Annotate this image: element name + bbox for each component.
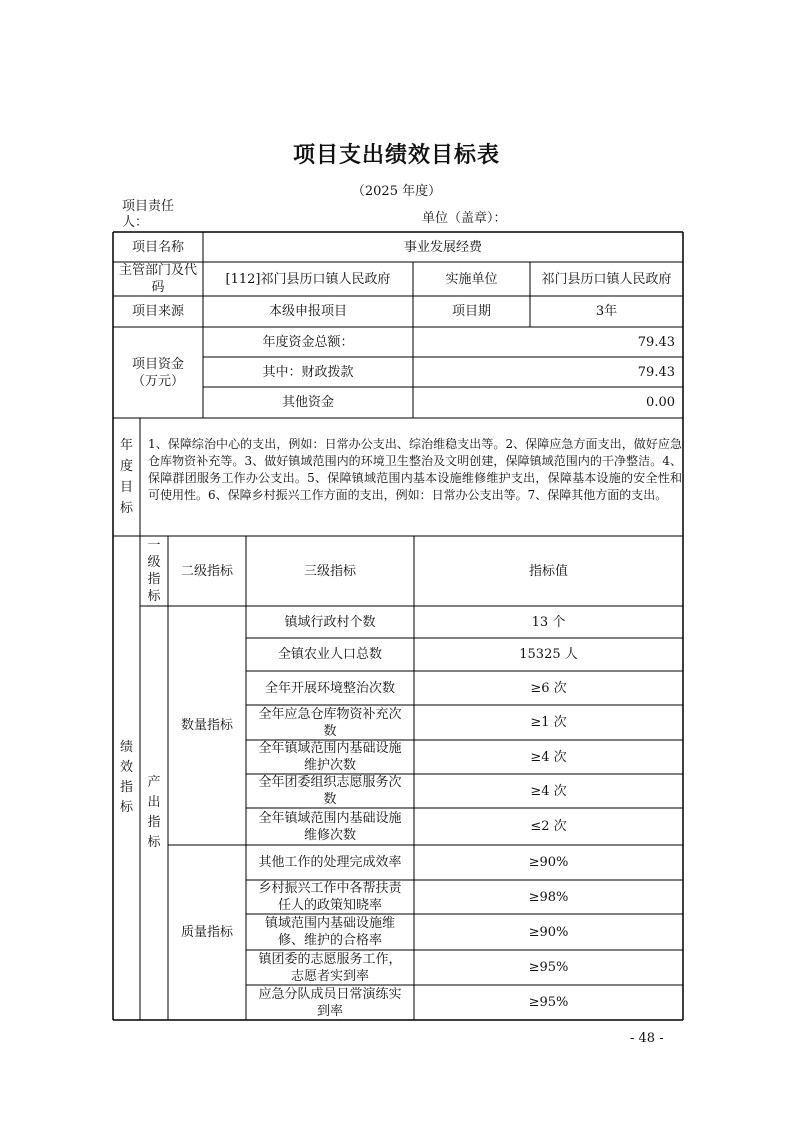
output-indicator-label: 产出指标 xyxy=(147,775,161,850)
indicator-name: 镇域行政村个数 xyxy=(284,614,376,630)
indicator-value: 15325 人 xyxy=(519,647,578,662)
indicator-name: 全年团委组织志愿服务次数 xyxy=(258,775,402,807)
indicator-value: 13 个 xyxy=(531,614,566,630)
page-title: 项目支出绩效目标表 xyxy=(292,143,500,168)
implementing-unit-label: 实施单位 xyxy=(445,271,498,287)
department-value: [112]祁门县历口镇人民政府 xyxy=(225,271,391,287)
indicator-name: 全年镇域范围内基础设施维护次数 xyxy=(258,741,402,773)
indicator-name: 镇域范围内基础设施维修、维护的合格率 xyxy=(264,916,395,948)
indicator-name: 镇团委的志愿服务工作，志愿者实到率 xyxy=(258,951,402,984)
project-source-value: 本级申报项目 xyxy=(268,304,347,319)
indicator-name: 全镇农业人口总数 xyxy=(277,647,382,662)
project-owner-label: 项目责任人： xyxy=(122,199,175,230)
unit-seal-label: 单位（盖章）： xyxy=(422,211,507,226)
indicator-value: ≥95% xyxy=(528,960,569,975)
indicator-value: ≥98% xyxy=(528,889,569,905)
level3-indicator-header: 三级指标 xyxy=(303,563,356,579)
fiscal-funds-value: 79.43 xyxy=(637,364,675,380)
indicator-value: ≥95% xyxy=(528,995,569,1010)
indicator-value: ≥90% xyxy=(528,855,569,870)
total-funds-label: 年度资金总额： xyxy=(262,334,354,350)
indicator-value: ≥6 次 xyxy=(530,680,567,696)
indicator-value: ≥4 次 xyxy=(530,749,567,765)
other-funds-value: 0.00 xyxy=(646,395,675,410)
indicator-value: ≥90% xyxy=(528,924,569,940)
other-funds-label: 其他资金 xyxy=(281,395,334,410)
level1-indicator-header: 一级指标 xyxy=(147,538,161,604)
total-funds-value: 79.43 xyxy=(637,334,675,350)
indicator-name: 乡村振兴工作中各帮扶责任人的政策知晓率 xyxy=(258,881,402,913)
quality-indicator-label: 质量指标 xyxy=(180,925,233,940)
project-name-value: 事业发展经费 xyxy=(403,239,482,255)
indicator-value: ≥4 次 xyxy=(530,783,567,799)
page-number: - 48 - xyxy=(630,1031,664,1046)
indicator-value-header: 指标值 xyxy=(528,563,568,579)
indicator-name: 应急分队成员日常演练实到率 xyxy=(258,986,402,1019)
performance-indicators-label: 绩效指标 xyxy=(119,740,133,815)
year-subtitle: （2025 年度） xyxy=(351,184,442,199)
indicator-name: 全年应急仓库物资补充次数 xyxy=(258,706,402,739)
level2-indicator-header: 二级指标 xyxy=(180,563,233,579)
indicator-name: 全年镇域范围内基础设施维修次数 xyxy=(258,810,402,843)
indicator-name: 其他工作的处理完成效率 xyxy=(258,855,402,870)
indicator-value: ≥1 次 xyxy=(530,715,567,730)
project-source-label: 项目来源 xyxy=(131,304,184,319)
indicator-name: 全年开展环境整治次数 xyxy=(264,680,395,696)
department-label: 主管部门及代码 xyxy=(118,263,197,295)
project-period-value: 3年 xyxy=(595,304,618,319)
annual-goal-text: 1、保障综治中心的支出，例如：日常办公支出、综治维稳支出等。2、保障应急方面支出，做好应急仓库物资补充等。3、做好镇域范围内的环境卫生整治及文明创建，保障镇域范围内的干净整洁。4、保障群团服务工作办公支出。5、保障镇域范围内基本设施维修维护支出，保障基本设施的安全性和可使用性。6、保障乡村振兴工作方面的支出，例如：日常办公支出等。7、保障其他方面的支出。 xyxy=(148,437,682,502)
project-period-label: 项目期 xyxy=(451,304,491,319)
implementing-unit-value: 祁门县历口镇人民政府 xyxy=(541,271,672,287)
project-name-label: 项目名称 xyxy=(131,239,184,255)
fiscal-funds-label: 其中：财政拨款 xyxy=(262,364,354,380)
indicator-value: ≤2 次 xyxy=(530,819,567,834)
project-funds-label: 项目资金（万元） xyxy=(131,356,184,389)
quantity-indicator-label: 数量指标 xyxy=(180,718,233,733)
annual-goal-label: 年度目标 xyxy=(119,438,133,516)
